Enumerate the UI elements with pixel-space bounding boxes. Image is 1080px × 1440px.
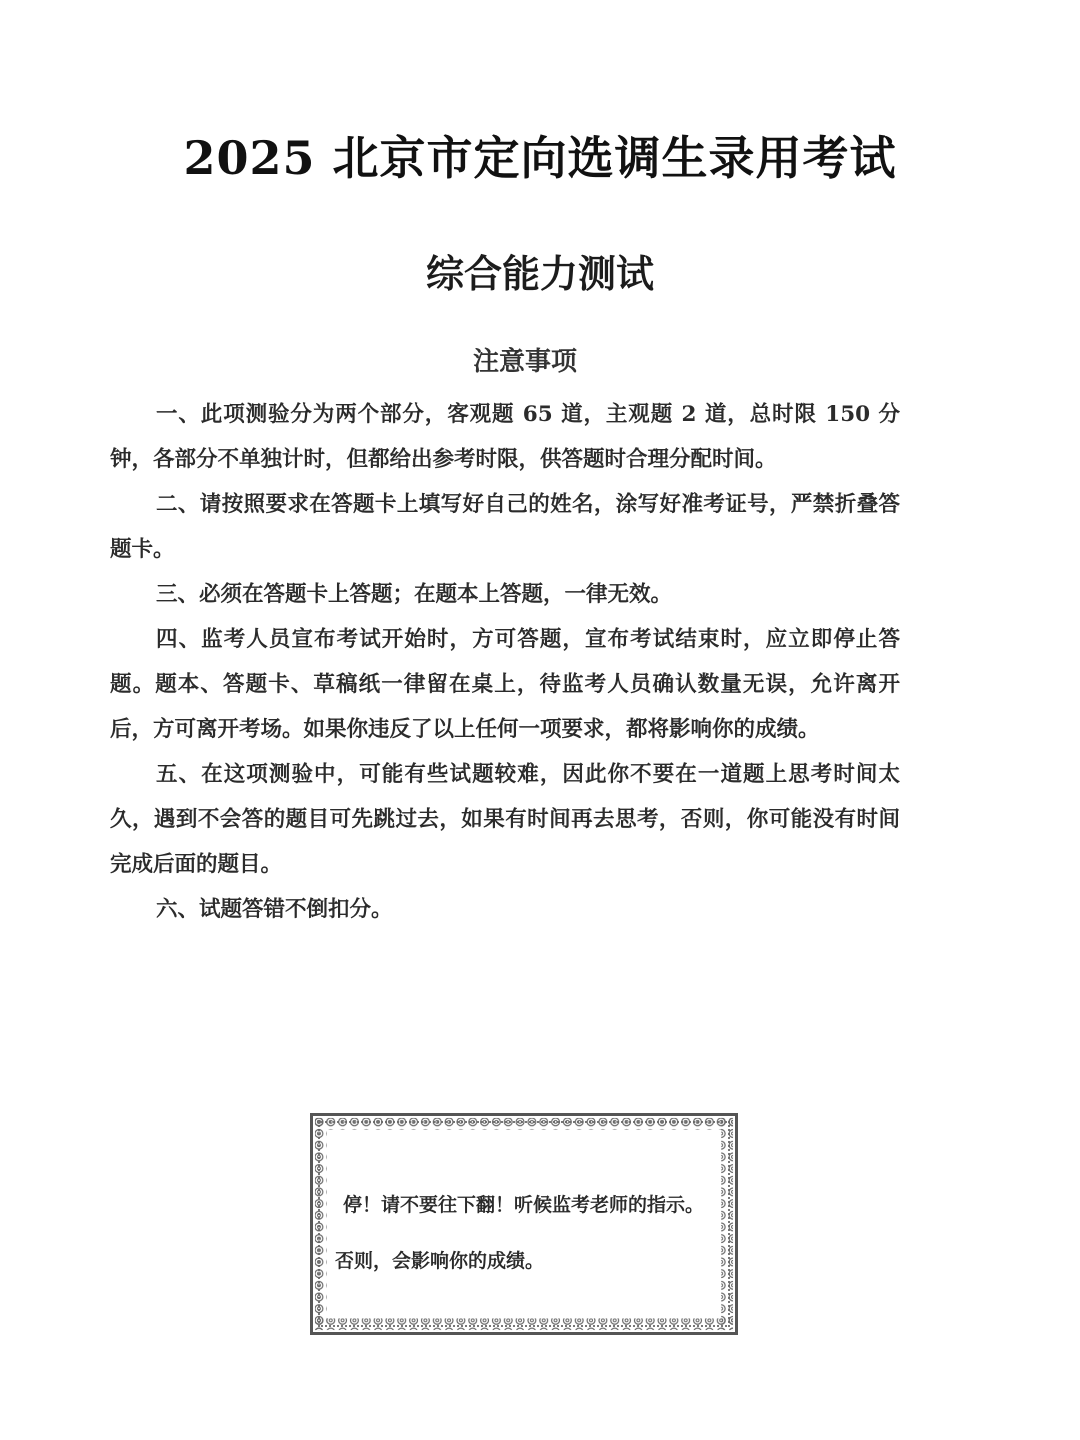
note-item-3: 三、必须在答题卡上答题；在题本上答题，一律无效。 [156, 582, 673, 607]
notes-list [110, 392, 900, 932]
stop-warning-line: 否则，会影响你的成绩。 [335, 1250, 545, 1272]
stop-warning-box [310, 1113, 738, 1335]
note-item-4: 四、监考人员宣布考试开始时，方可答题，宣布考试结束时，应立即停止答题。题本、答题卡、草稿纸一律留在桌上，待监考人员确认数量无误，允许离开后，方可离开考场。如果你违反了以上任何一项要求，都将影响你的成绩。 [110, 627, 900, 742]
exam-subtitle: 综合能力测试 [425, 251, 654, 296]
note-item-6: 六、试题答错不倒扣分。 [156, 897, 393, 922]
note-item-5: 五、在这项测验中，可能有些试题较难，因此你不要在一道题上思考时间太久，遇到不会答的题目可先跳过去，如果有时间再去思考，否则，你可能没有时间完成后面的题目。 [110, 762, 900, 877]
decorative-border-icon [313, 1116, 735, 1332]
exam-title: 2025 北京市定向选调生录用考试 [183, 131, 897, 185]
notes-heading: 注意事项 [472, 347, 577, 377]
stop-instruction-line: 停！请不要往下翻！听候监考老师的指示。 [343, 1194, 705, 1216]
note-item-2: 二、请按照要求在答题卡上填写好自己的姓名，涂写好准考证号，严禁折叠答题卡。 [110, 492, 900, 562]
note-item-1: 一、此项测验分为两个部分，客观题 65 道，主观题 2 道，总时限 150 分钟，各部分不单独计时，但都给出参考时限，供答题时合理分配时间。 [110, 402, 900, 472]
